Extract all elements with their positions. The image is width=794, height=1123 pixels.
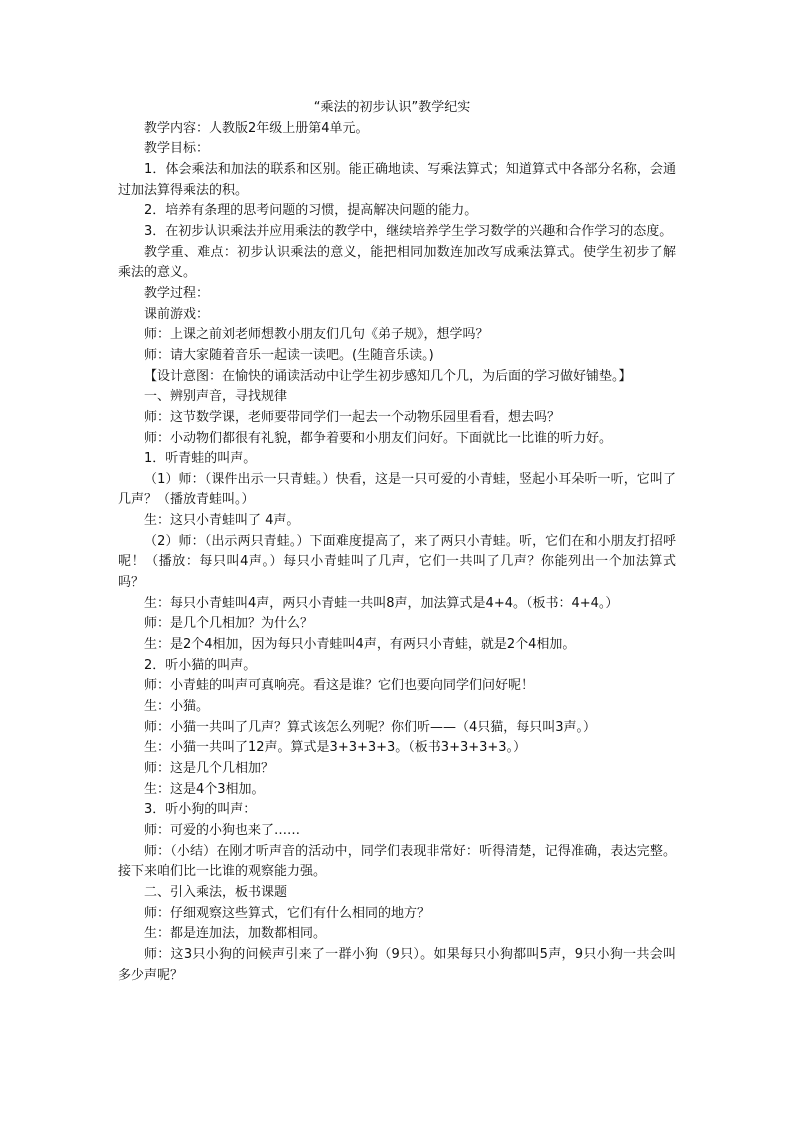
- paragraph: 2．培养有条理的思考问题的习惯，提高解决问题的能力。: [144, 203, 478, 219]
- paragraph: 生：这是4个3相加。: [144, 781, 265, 797]
- paragraph: 课前游戏：: [144, 306, 210, 322]
- paragraph: （1）师：（课件出示一只青蛙。）快看，这是一只可爱的小青蛙，竖起小耳朵听一听，它叫了几声？（播放青蛙叫。）: [118, 471, 676, 508]
- paragraph: 生：每只小青蛙叫4声，两只小青蛙一共叫8声，加法算式是4+4。（板书：4+4。）: [144, 595, 619, 611]
- paragraph: 1．体会乘法和加法的联系和区别。能正确地读、写乘法算式；知道算式中各部分名称，会通过加法算得乘法的积。: [118, 161, 676, 198]
- document-title: “乘法的初步认识”教学纪实: [313, 100, 471, 115]
- paragraph: 教学过程：: [144, 285, 210, 301]
- document-page: [118, 98, 676, 986]
- document-body: [118, 119, 676, 987]
- paragraph: 生：都是连加法，加数都相同。: [144, 926, 327, 942]
- paragraph: 师：（小结）在刚才听声音的活动中，同学们表现非常好：听得清楚，记得准确，表达完整。接下来咱们比一比谁的观察能力强。: [118, 843, 676, 880]
- paragraph: 师：上课之前刘老师想教小朋友们几句《弟子规》，想学吗？: [144, 327, 489, 343]
- paragraph: 师：这是几个几相加？: [144, 761, 275, 776]
- paragraph: 教学内容：人教版2年级上册第4单元。: [144, 120, 369, 136]
- paragraph: 3．在初步认识乘法并应用乘法的教学中，继续培养学生学习数学的兴趣和合作学习的态度。: [144, 223, 673, 239]
- paragraph: 3．听小狗的叫声：: [144, 802, 257, 818]
- paragraph: 生：这只小青蛙叫了 4声。: [144, 513, 300, 529]
- paragraph: 师：小猫一共叫了几声？算式该怎么列呢？你们听——（4只猫，每只叫3声。）: [144, 719, 597, 735]
- paragraph: 师：请大家随着音乐一起读一读吧。(生随音乐读。): [144, 347, 434, 363]
- paragraph: 二、引入乘法，板书课题: [144, 884, 288, 900]
- paragraph: 教学目标：: [144, 141, 210, 157]
- paragraph: 师：这3只小狗的问候声引来了一群小狗（9只）。如果每只小狗都叫5声，9只小狗一共会叫多少声呢？: [118, 946, 676, 983]
- paragraph: 师：这节数学课，老师要带同学们一起去一个动物乐园里看看，想去吗？: [144, 409, 561, 425]
- paragraph: 师：小动物们都很有礼貌，都争着要和小朋友们问好。下面就比一比谁的听力好。: [144, 430, 613, 446]
- paragraph: 生：小猫一共叫了12声。算式是3+3+3+3。（板书3+3+3+3。）: [144, 740, 527, 756]
- paragraph: 一、辨别声音，寻找规律: [144, 389, 288, 405]
- paragraph: 师：小青蛙的叫声可真响亮。看这是谁？它们也要向同学们问好呢！: [144, 678, 535, 694]
- paragraph: 1．听青蛙的叫声。: [144, 451, 257, 467]
- paragraph: 师：仔细观察这些算式，它们有什么相同的地方？: [144, 905, 431, 921]
- paragraph: 生：是2个4相加，因为每只小青蛙叫4声，有两只小青蛙，就是2个4相加。: [144, 637, 576, 653]
- paragraph: 师：可爱的小狗也来了……: [144, 822, 301, 838]
- paragraph: 教学重、难点：初步认识乘法的意义，能把相同加数连加改写成乘法算式。使学生初步了解乘法的意义。: [118, 244, 676, 281]
- paragraph: 2．听小猫的叫声。: [144, 657, 257, 673]
- paragraph: 师：是几个几相加？为什么？: [144, 616, 314, 632]
- paragraph: （2）师：（出示两只青蛙。）下面难度提高了，来了两只小青蛙。听，它们在和小朋友打招呼呢！（播放：每只叫4声。）每只小青蛙叫了几声，它们一共叫了几声？你能列出一个加法算式吗？: [118, 533, 676, 591]
- paragraph: 【设计意图：在愉快的诵读活动中让学生初步感知几个几，为后面的学习做好铺垫。】: [144, 368, 632, 384]
- paragraph: 生：小猫。: [144, 699, 210, 715]
